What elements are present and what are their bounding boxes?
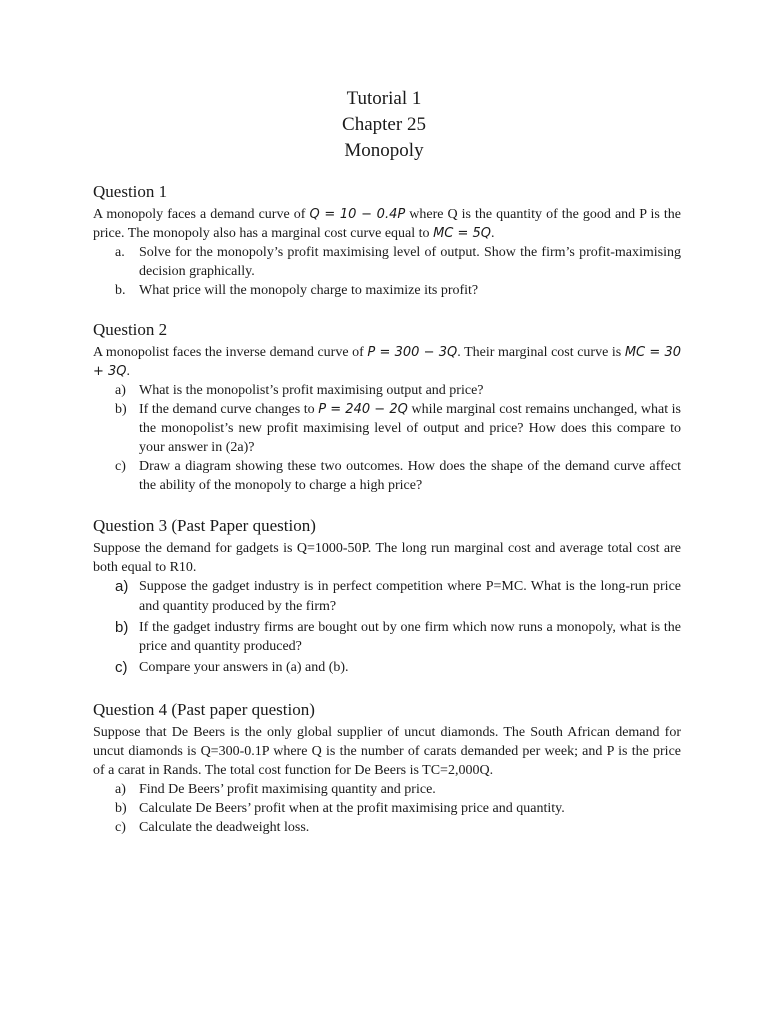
- question-3-item-a: [93, 577, 681, 616]
- question-2-item-b: [93, 400, 681, 457]
- question-1-items: [93, 243, 681, 300]
- item-text: Calculate the deadweight loss.: [139, 820, 310, 835]
- question-2-text-start: A monopolist faces the inverse demand curve of: [93, 345, 368, 360]
- question-1-item-b: [93, 281, 681, 300]
- item-text: What is the monopolist’s profit maximising output and price?: [139, 383, 484, 398]
- question-2-body: [93, 343, 681, 381]
- question-1-item-a: [93, 243, 681, 281]
- marginal-cost-equation: MC = 5Q: [433, 226, 492, 241]
- item-marker: c): [115, 459, 126, 474]
- tutorial-title: Tutorial 1: [346, 88, 422, 109]
- item-marker: a): [115, 383, 126, 398]
- item-marker: a): [115, 578, 129, 595]
- item-text: Compare your answers in (a) and (b).: [139, 660, 349, 675]
- question-4-item-a: [93, 780, 681, 799]
- question-3: [93, 515, 681, 679]
- question-2-text-end: .: [126, 364, 131, 379]
- question-2-item-a: [93, 381, 681, 400]
- question-1-text-end: .: [491, 226, 495, 241]
- question-4-item-c: [93, 818, 681, 837]
- topic-title: Monopoly: [344, 140, 424, 161]
- item-marker: b.: [115, 283, 126, 298]
- item-text: Solve for the monopoly’s profit maximising level of output. Show the firm’s profit-maximising decision graphically.: [139, 245, 681, 279]
- question-1-body: [93, 205, 681, 243]
- question-4-body: Suppose that De Beers is the only global supplier of uncut diamonds. The South African demand for uncut diamonds is Q=300-0.1P where Q is the number of carats demanded per week; and P is the price of a carat in Rands. The total cost function for De Beers is TC=2,000Q.: [93, 725, 681, 778]
- question-3-body: Suppose the demand for gadgets is Q=1000-50P. The long run marginal cost and average total cost are both equal to R10.: [93, 541, 681, 575]
- item-marker: c): [115, 659, 128, 676]
- question-3-items: [93, 577, 681, 678]
- item-marker: b): [115, 801, 127, 816]
- item-marker: a.: [115, 245, 125, 260]
- new-demand-equation: P = 240 − 2Q: [318, 402, 408, 417]
- question-4-item-b: [93, 799, 681, 818]
- question-4: [93, 699, 681, 837]
- question-4-items: [93, 780, 681, 837]
- item-text: Suppose the gadget industry is in perfect competition where P=MC. What is the long-run price and quantity produced by the firm?: [139, 579, 681, 614]
- question-2-text-middle: . Their marginal cost curve is: [457, 345, 625, 360]
- item-marker: b): [115, 618, 129, 636]
- demand-equation: Q = 10 − 0.4P: [309, 207, 406, 222]
- title-block: [0, 86, 768, 164]
- item-text: Draw a diagram showing these two outcomes. How does the shape of the demand curve affect the ability of the monopoly to charge a high price?: [139, 459, 681, 493]
- item-text: Calculate De Beers’ profit when at the profit maximising price and quantity.: [139, 801, 565, 816]
- item-text-start: If the demand curve changes to: [139, 402, 319, 417]
- inverse-demand-equation: P = 300 − 3Q: [367, 345, 458, 360]
- question-4-heading: Question 4 (Past paper question): [93, 700, 315, 719]
- item-text: Find De Beers’ profit maximising quantity and price.: [139, 782, 436, 797]
- item-text: If the gadget industry firms are bought out by one firm which now runs a monopoly, what is the price and quantity produced?: [139, 619, 681, 654]
- item-text: What price will the monopoly charge to maximize its profit?: [139, 283, 479, 298]
- item-marker: a): [115, 782, 126, 797]
- item-text-end: while marginal cost remains unchanged, what is the monopolist’s new profit maximising level of output and price? How does this compare to your answer in (2a)?: [139, 402, 681, 455]
- question-1-text-middle: where Q is the quantity of the good and P is the price. The monopoly also has a marginal cost curve equal to: [93, 207, 681, 241]
- question-1-text-start: A monopoly faces a demand curve of: [93, 207, 310, 222]
- question-1-heading: Question 1: [93, 182, 168, 201]
- question-3-heading: Question 3 (Past Paper question): [93, 516, 316, 535]
- question-1: [93, 181, 681, 300]
- question-2-item-c: [93, 457, 681, 495]
- question-3-item-c: [93, 658, 681, 678]
- chapter-title: Chapter 25: [342, 114, 426, 135]
- question-2: [93, 319, 681, 495]
- item-marker: b): [115, 402, 127, 417]
- item-marker: c): [115, 820, 126, 835]
- question-3-item-b: [93, 618, 681, 657]
- question-2-heading: Question 2: [93, 320, 168, 339]
- question-2-items: [93, 381, 681, 495]
- marginal-cost-equation: MC = 30 + 3Q: [93, 345, 681, 379]
